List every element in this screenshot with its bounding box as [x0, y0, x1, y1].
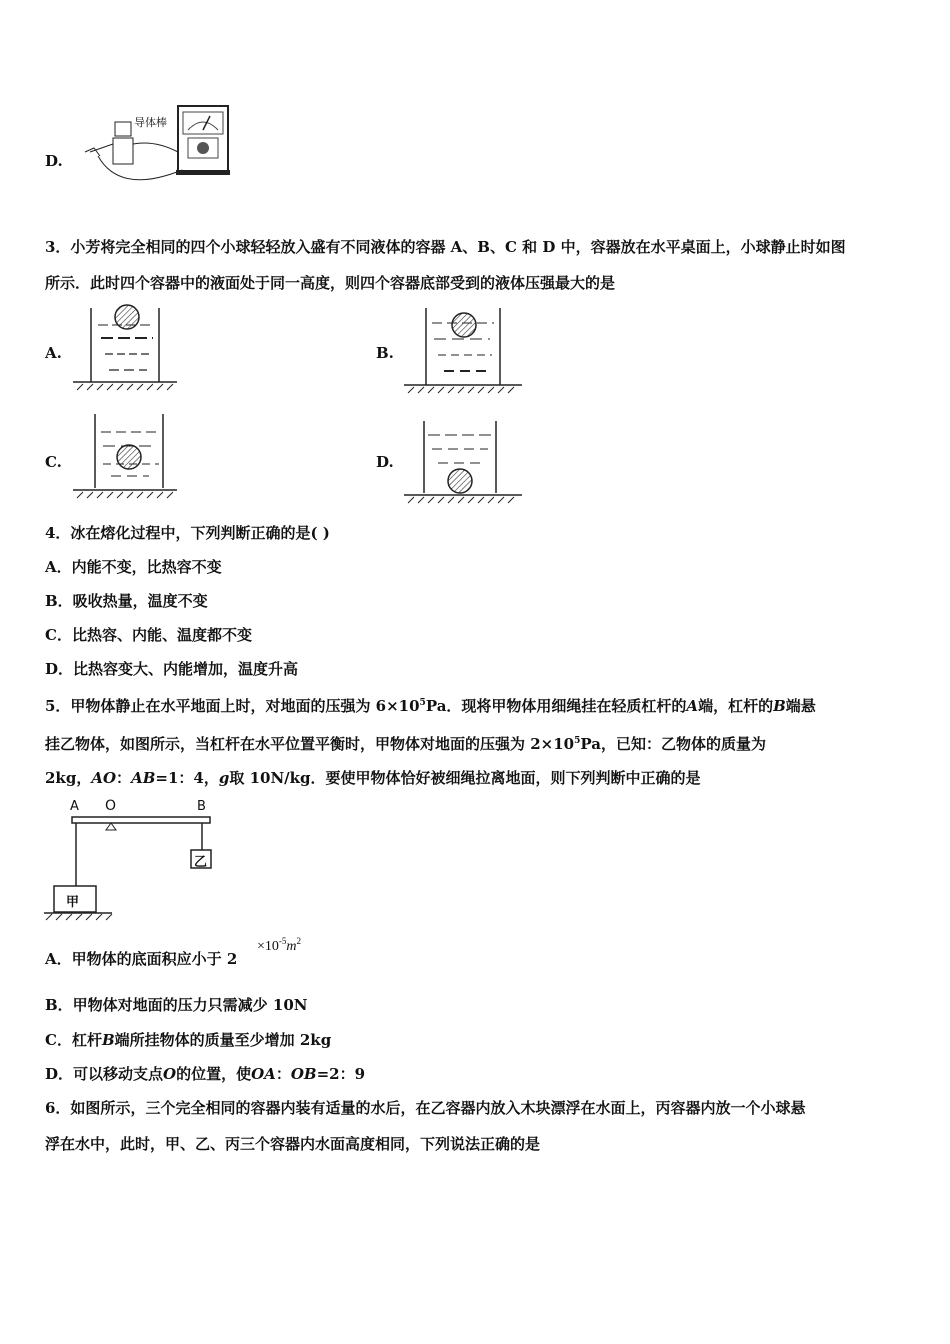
- q5-option-a[interactable]: A．甲物体的底面积应小于 2: [45, 950, 238, 968]
- q4-stem: 4．冰在熔化过程中，下列判断正确的是( ): [45, 524, 330, 542]
- q3-stem-line-1: 3．小芳将完全相同的四个小球轻轻放入盛有不同液体的容器 A、B、C 和 D 中，容器放在水平桌面上，小球静止时如图: [45, 238, 846, 256]
- q6-stem-line-2: 浮在水中，此时，甲、乙、丙三个容器内水面高度相同，下列说法正确的是: [45, 1135, 541, 1153]
- q5-label-jia: 甲: [66, 895, 80, 910]
- q3-option-c-label[interactable]: C.: [45, 453, 62, 471]
- q5-option-c[interactable]: C．杠杆B端所挂物体的质量至少增加 2kg: [45, 1031, 332, 1049]
- q5-option-a-formula: $\times 10^{-5}m^2$: [257, 936, 302, 954]
- q2-figure-label: 导体棒: [134, 116, 167, 129]
- q4-option-a[interactable]: A．内能不变，比热容不变: [45, 558, 222, 576]
- q3-option-a-label[interactable]: A.: [45, 344, 62, 362]
- q5-label-o: O: [105, 798, 117, 814]
- q4-option-c[interactable]: C．比热容、内能、温度都不变: [45, 626, 252, 644]
- q3-container-b-figure: [404, 303, 524, 398]
- q5-option-b[interactable]: B．甲物体对地面的压力只需减少 10N: [45, 996, 308, 1014]
- q3-option-d-label[interactable]: D.: [376, 453, 394, 471]
- q3-container-d-figure: [404, 417, 524, 507]
- q4-option-d[interactable]: D．比热容变大、内能增加，温度升高: [45, 660, 299, 678]
- q5-option-d[interactable]: D．可以移动支点O的位置，使OA：OB=2：9: [45, 1065, 366, 1083]
- q5-label-a: A: [70, 799, 79, 814]
- q5-label-b: B: [197, 799, 206, 814]
- q5-stem-line-3: 2kg，AO：AB=1：4，g取 10N/kg．要使甲物体恰好被细绳拉离地面，则下列判断中正确的是: [45, 769, 701, 787]
- q3-container-a-figure: [73, 298, 177, 398]
- q3-container-c-figure: [73, 410, 177, 505]
- q4-option-b[interactable]: B．吸收热量，温度不变: [45, 592, 208, 610]
- q5-stem-line-2: 挂乙物体，如图所示，当杠杆在水平位置平衡时，甲物体对地面的压强为 $2\times 10^5Pa$，已知：乙物体的质量为: [45, 735, 766, 753]
- q5-label-yi: 乙: [194, 855, 208, 870]
- q6-stem-line-1: 6．如图所示，三个完全相同的容器内装有适量的水后，在乙容器内放入木块漂浮在水面上，丙容器内放一个小球悬: [45, 1099, 806, 1117]
- q3-stem-line-2: 所示．此时四个容器中的液面处于同一高度，则四个容器底部受到的液体压强最大的是: [45, 274, 616, 292]
- q3-option-b-label[interactable]: B.: [376, 344, 394, 362]
- q5-stem-line-1: 5．甲物体静止在水平地面上时，对地面的压强为 $6\times 10^5Pa$．现将甲物体用细绳挂在轻质杠杆的A端，杠杆的B端悬: [45, 697, 816, 715]
- q2-option-d-label[interactable]: D.: [45, 152, 63, 170]
